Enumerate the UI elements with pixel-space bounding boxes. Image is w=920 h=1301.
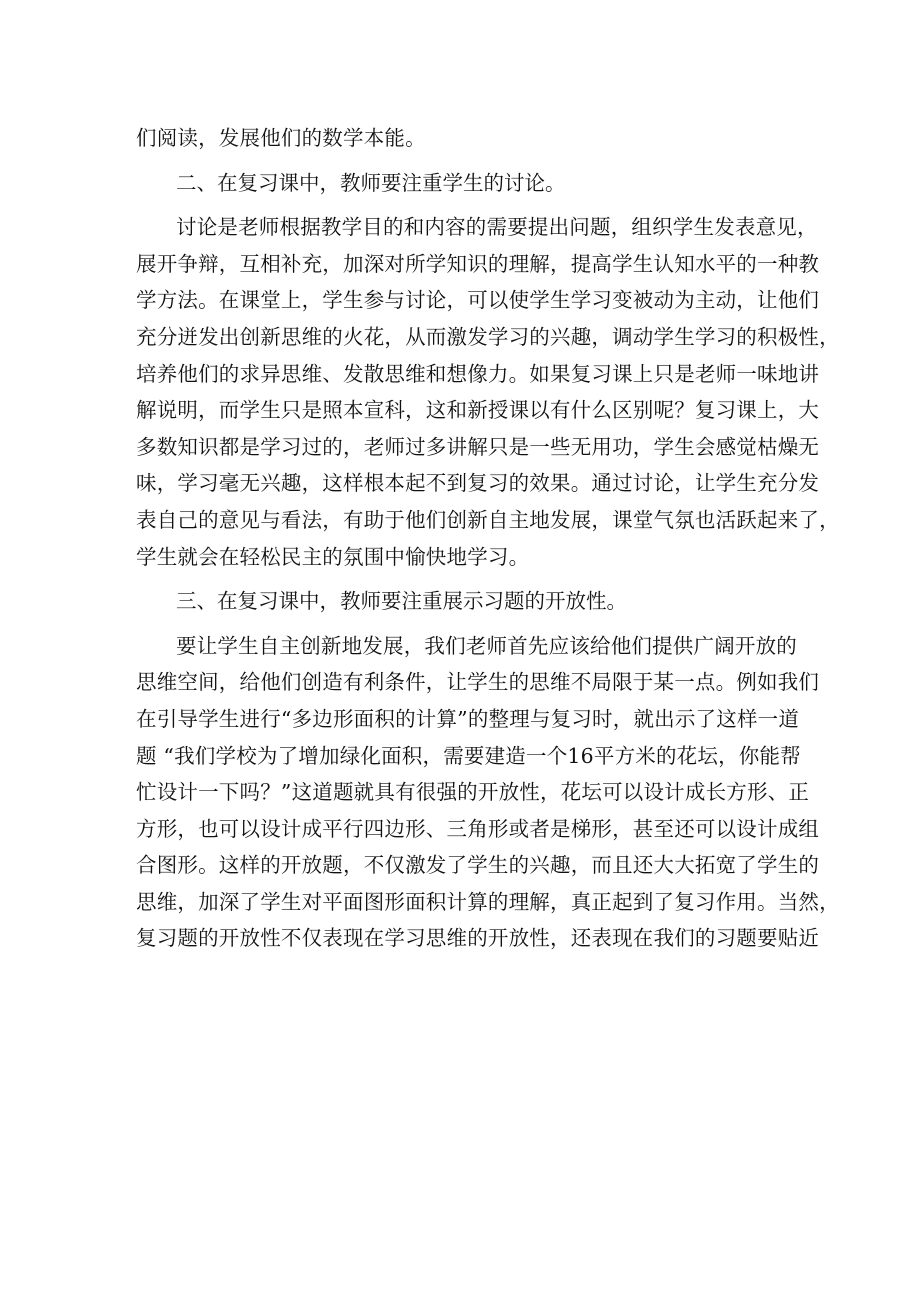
paragraph-line: 要让学生自主创新地发展，我们老师首先应该给他们提供广阔开放的 (176, 633, 797, 658)
paragraph-line: 培养他们的求异思维、发散思维和想像力。如果复习课上只是老师一味地讲 (136, 361, 820, 386)
paragraph-line: 们阅读，发展他们的数学本能。 (136, 126, 426, 150)
section-2-heading: 二、在复习课中，教师要注重学生的讨论。 (176, 170, 566, 195)
section-2-paragraph (136, 209, 840, 575)
paragraph-line: 合图形。这样的开放题，不仅激发了学生的兴趣，而且还大大拓宽了学生的 (136, 853, 820, 878)
section-3-paragraph (136, 628, 840, 957)
paragraph-line: 忙设计一下吗？”这道题就具有很强的开放性，花坛可以设计成长方形、正 (136, 780, 810, 805)
paragraph-line: 展开争辩，互相补充，加深对所学知识的理解，提高学生认知水平的一种教 (136, 251, 820, 276)
paragraph-line: 充分迸发出创新思维的火花，从而激发学习的兴趣，调动学生学习的积极性， (136, 324, 840, 349)
paragraph-line: 味，学习毫无兴趣，这样根本起不到复习的效果。通过讨论，让学生充分发 (136, 471, 820, 496)
paragraph-line: 思维空间，给他们创造有利条件，让学生的思维不局限于某一点。例如我们 (136, 670, 820, 695)
paragraph-line: 解说明，而学生只是照本宣科，这和新授课以有什么区别呢？复习课上，大 (136, 398, 820, 423)
paragraph-line: 复习题的开放性不仅表现在学习思维的开放性，还表现在我们的习题要贴近 (136, 926, 820, 951)
paragraph-line: 思维，加深了学生对平面图形面积计算的理解，真正起到了复习作用。当然， (136, 889, 840, 914)
paragraph-line: 学方法。在课堂上，学生参与讨论，可以使学生学习变被动为主动，让他们 (136, 288, 820, 313)
paragraph-line: 在引导学生进行“多边形面积的计算”的整理与复习时，就出示了这样一道 (136, 706, 800, 731)
paragraph-line: 方形，也可以设计成平行四边形、三角形或者是梯形，甚至还可以设计成组 (136, 816, 820, 841)
intro-paragraph (136, 120, 792, 157)
paragraph-line: 学生就会在轻松民主的氛围中愉快地学习。 (136, 544, 530, 569)
section-3-heading: 三、在复习课中，教师要注重展示习题的开放性。 (176, 589, 627, 614)
paragraph-line: 讨论是老师根据教学目的和内容的需要提出问题，组织学生发表意见， (176, 215, 818, 240)
paragraph-line: 题 “我们学校为了增加绿化面积，需要建造一个16平方米的花坛，你能帮 (136, 743, 801, 768)
paragraph-line: 表自己的意见与看法，有助于他们创新自主地发展，课堂气氛也活跃起来了， (136, 507, 840, 532)
paragraph-line: 多数知识都是学习过的，老师过多讲解只是一些无用功，学生会感觉枯燥无 (136, 434, 820, 459)
